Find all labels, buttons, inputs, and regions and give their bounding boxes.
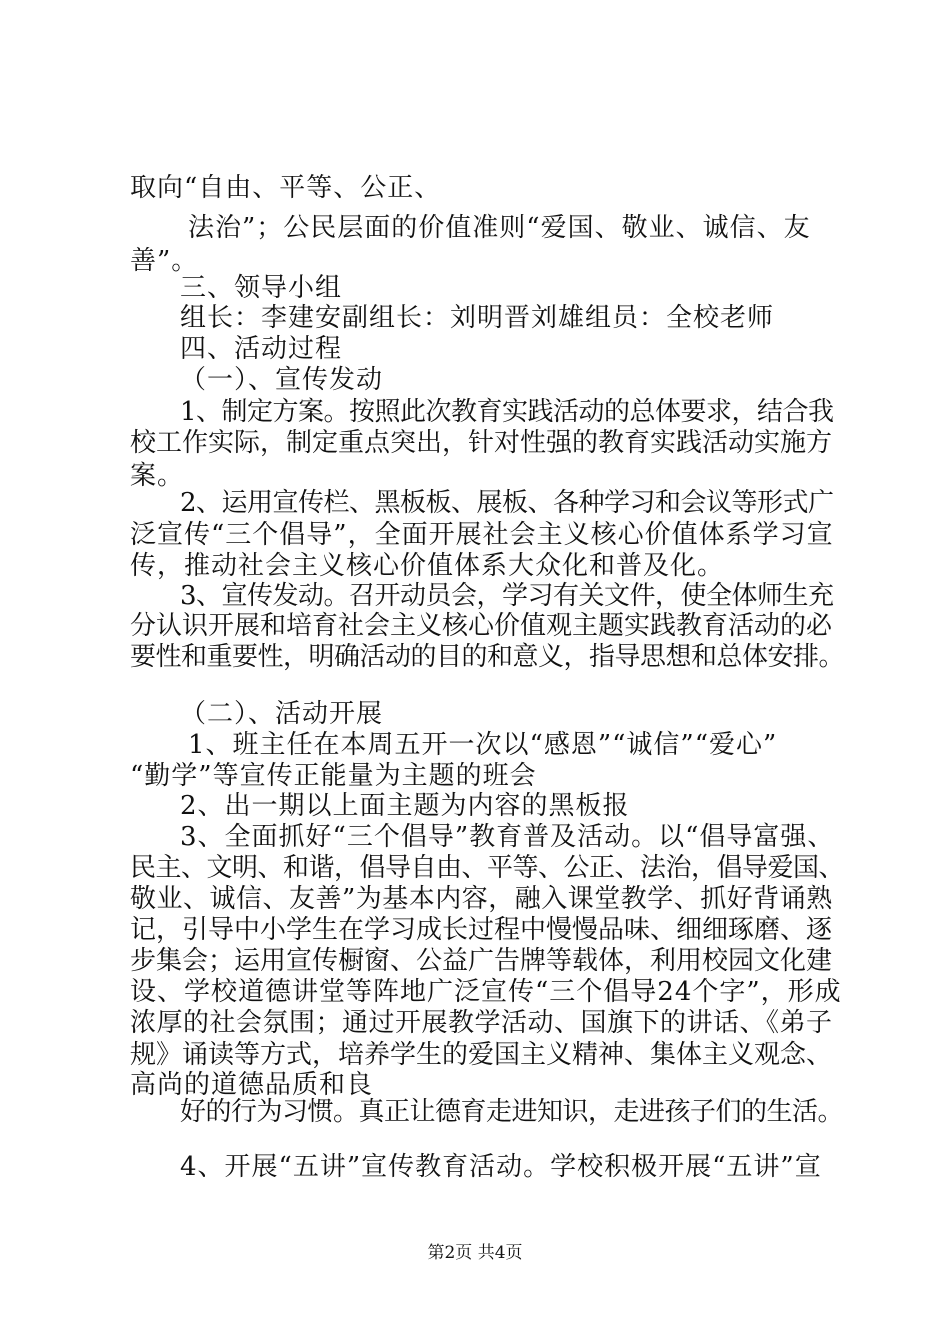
text-line: 敬业、诚信、友善”为基本内容，融入课堂教学、抓好背诵熟 — [130, 884, 833, 914]
text-line: 步集会；运用宣传橱窗、公益广告牌等载体，利用校园文化建 — [130, 946, 833, 976]
text-line: 法治”；公民层面的价值准则“爱国、敬业、诚信、友 — [188, 213, 811, 243]
text-line: 案。 — [130, 461, 185, 491]
text-line: 要性和重要性，明确活动的目的和意义，指导思想和总体安排。 — [130, 642, 845, 672]
text-line: 设、学校道德讲堂等阵地广泛宣传“三个倡导24个字”，形成 — [130, 977, 842, 1007]
text-line: 校工作实际，制定重点突出，针对性强的教育实践活动实施方 — [130, 428, 833, 458]
text-line: 1、制定方案。按照此次教育实践活动的总体要求，结合我 — [180, 397, 834, 427]
text-line: 善”。 — [130, 246, 199, 276]
text-line: 高尚的道德品质和良 — [130, 1070, 374, 1100]
text-line: （一）、宣传发动 — [180, 365, 384, 395]
text-line: 三、领导小组 — [180, 273, 343, 303]
page-footer: 第2页 共4页 — [427, 1243, 523, 1263]
text-line: （二）、活动开展 — [180, 699, 384, 729]
text-line: 2、出一期以上面主题为内容的黑板报 — [180, 791, 630, 821]
text-line: 4、开展“五讲”宣传教育活动。学校积极开展“五讲”宣 — [180, 1152, 822, 1182]
text-line: 3、宣传发动。召开动员会，学习有关文件，使全体师生充 — [180, 581, 834, 611]
text-line: 民主、文明、和谐，倡导自由、平等、公正、法治，倡导爱国、 — [130, 853, 845, 883]
text-line: 好的行为习惯。真正让德育走进知识，走进孩子们的生活。 — [180, 1097, 844, 1127]
text-line: 泛宣传“三个倡导”，全面开展社会主义核心价值体系学习宣 — [130, 520, 834, 550]
text-line: 3、全面抓好“三个倡导”教育普及活动。以“倡导富强、 — [180, 822, 835, 852]
text-line: 四、活动过程 — [180, 334, 343, 364]
text-line: 规》诵读等方式，培养学生的爱国主义精神、集体主义观念、 — [130, 1040, 833, 1070]
text-line: 取向“自由、平等、公正、 — [130, 173, 442, 203]
text-line: 分认识开展和培育社会主义核心价值观主题实践教育活动的必 — [130, 611, 833, 641]
text-line: 组长：李建安副组长：刘明晋刘雄组员：全校老师 — [180, 303, 775, 333]
text-line: 浓厚的社会氛围；通过开展教学活动、国旗下的讲话、《弟子 — [130, 1008, 833, 1038]
text-line: 传，推动社会主义核心价值体系大众化和普及化。 — [130, 551, 725, 581]
text-line: 记，引导中小学生在学习成长过程中慢慢品味、细细琢磨、逐 — [130, 915, 833, 945]
text-line: “勤学”等宣传正能量为主题的班会 — [130, 761, 537, 791]
text-line: 1、班主任在本周五开一次以“感恩”“诚信”“爱心” — [188, 730, 778, 760]
text-line: 2、运用宣传栏、黑板板、展板、各种学习和会议等形式广 — [180, 488, 834, 518]
